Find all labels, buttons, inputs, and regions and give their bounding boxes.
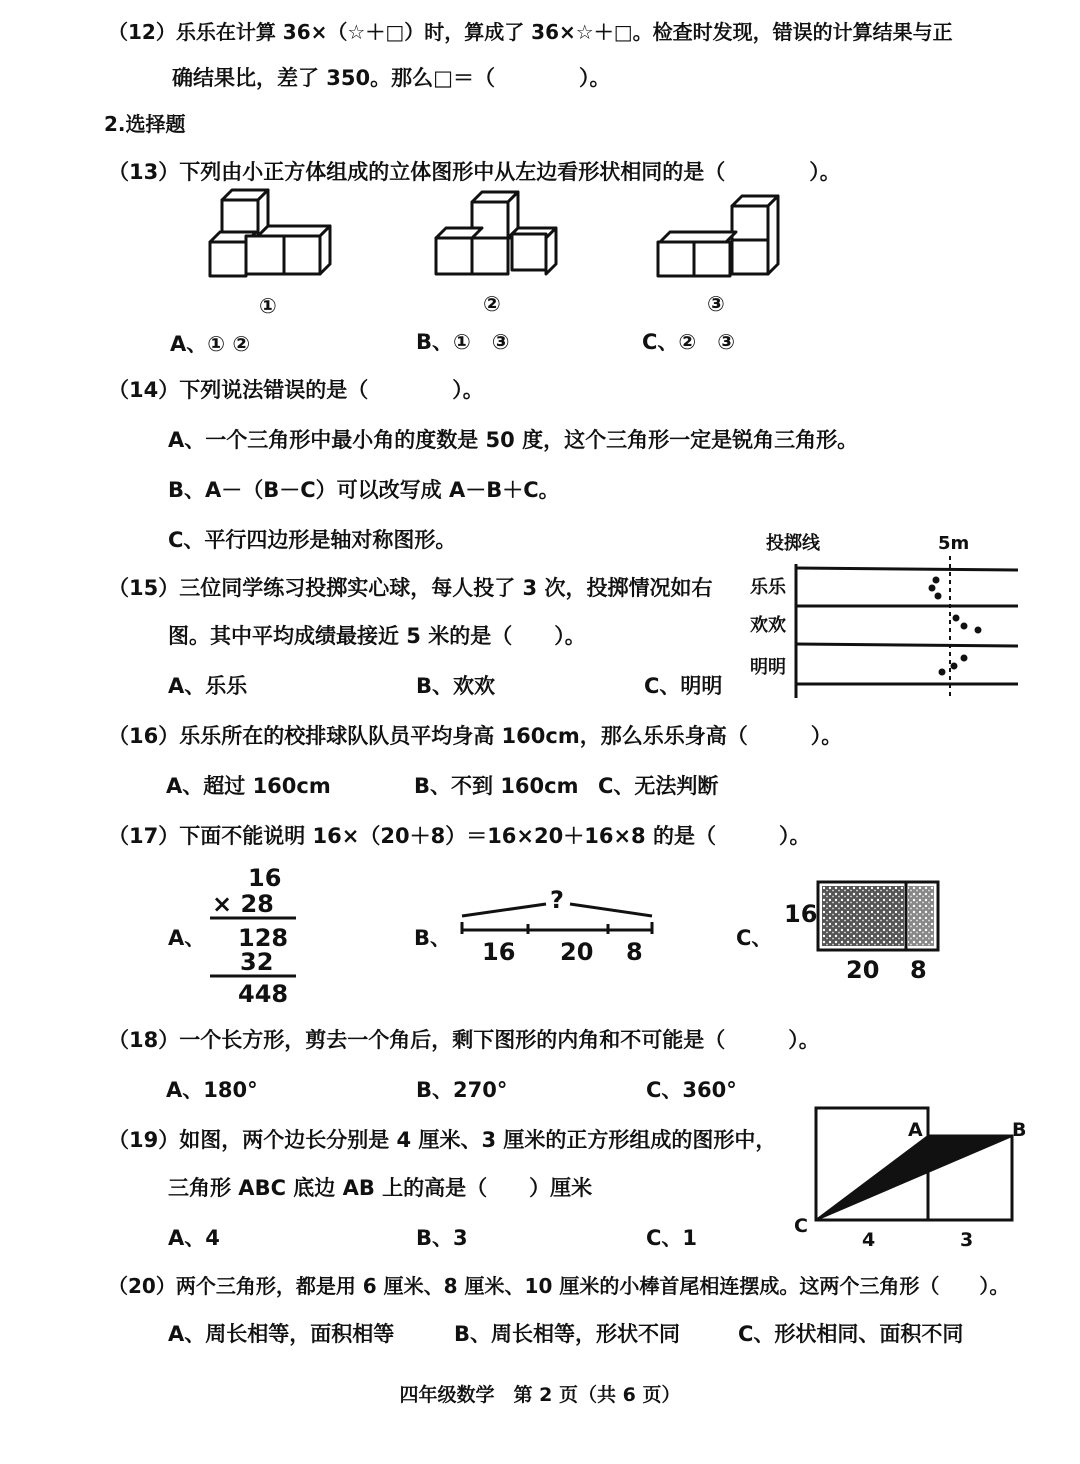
vm-partial-2: 32	[240, 948, 274, 976]
point-b-label: B	[1012, 1119, 1027, 1141]
q20-option-c[interactable]: C、形状相同、面积不同	[738, 1322, 964, 1346]
q13-option-c[interactable]: C、② ③	[642, 330, 735, 354]
side-3-label: 3	[960, 1229, 974, 1251]
vm-lines	[200, 910, 310, 990]
rect-bottom-8: 8	[910, 956, 927, 984]
area-rectangle	[816, 880, 942, 954]
q12-line1: （12）乐乐在计算 36×（☆＋□）时，算成了 36×☆＋□。检查时发现，错误的计算结果与正	[108, 20, 953, 44]
vm-partial-1: 128	[238, 924, 289, 952]
name-lele: 乐乐	[750, 577, 786, 598]
q15-stem-2: 图。其中平均成绩最接近 5 米的是（ ）。	[168, 624, 586, 648]
name-huanhuan: 欢欢	[750, 615, 786, 636]
q17-option-a[interactable]: A、	[168, 926, 206, 950]
q18-option-a[interactable]: A、180°	[166, 1078, 258, 1102]
q16-option-b[interactable]: B、不到 160cm	[414, 774, 579, 798]
q13-label-1: ①	[259, 294, 277, 318]
q18-option-b[interactable]: B、270°	[416, 1078, 508, 1102]
name-mingming: 明明	[750, 657, 786, 678]
q13-option-b[interactable]: B、① ③	[416, 330, 510, 354]
q16-option-a[interactable]: A、超过 160cm	[166, 774, 331, 798]
five-meter-label: 5m	[938, 533, 970, 554]
q13-label-2: ②	[483, 292, 501, 316]
vm-result: 448	[238, 980, 289, 1008]
q18-option-c[interactable]: C、360°	[646, 1078, 737, 1102]
q20-option-a[interactable]: A、周长相等，面积相等	[168, 1322, 395, 1346]
q15-option-a[interactable]: A、乐乐	[168, 674, 248, 698]
point-c-label: C	[794, 1215, 808, 1237]
q19-option-b[interactable]: B、3	[416, 1226, 468, 1250]
q13-stem: （13）下列由小正方体组成的立体图形中从左边看形状相同的是（ ）。	[108, 160, 841, 184]
q18-stem: （18）一个长方形，剪去一个角后，剩下图形的内角和不可能是（ ）。	[108, 1028, 820, 1052]
throw-figure	[790, 556, 1030, 700]
vm-top: 16	[248, 864, 282, 892]
rect-side-16: 16	[784, 900, 818, 928]
q15-option-c[interactable]: C、明明	[644, 674, 723, 698]
q14-stem: （14）下列说法错误的是（ ）。	[108, 378, 484, 402]
q19-option-a[interactable]: A、4	[168, 1226, 220, 1250]
q13-cube-figures	[0, 190, 1080, 320]
side-4-label: 4	[862, 1229, 876, 1251]
segment-num-20: 20	[560, 938, 594, 966]
q19-stem-2: 三角形 ABC 底边 AB 上的高是（ ）厘米	[168, 1176, 593, 1200]
segment-num-16: 16	[482, 938, 516, 966]
q16-option-c[interactable]: C、无法判断	[598, 774, 719, 798]
q16-stem: （16）乐乐所在的校排球队队员平均身高 160cm，那么乐乐身高（ ）。	[108, 724, 843, 748]
segment-question: ?	[550, 886, 564, 914]
q13-option-a[interactable]: A、① ②	[170, 332, 251, 356]
throw-line-label: 投掷线	[766, 533, 820, 554]
q15-option-b[interactable]: B、欢欢	[416, 674, 496, 698]
q12-line2: 确结果比，差了 350。那么□＝（ ）。	[172, 66, 611, 90]
rect-bottom-20: 20	[846, 956, 880, 984]
q17-option-c[interactable]: C、	[736, 926, 773, 950]
q14-option-c[interactable]: C、平行四边形是轴对称图形。	[168, 528, 457, 552]
q17-stem: （17）下面不能说明 16×（20＋8）＝16×20＋16×8 的是（ ）。	[108, 824, 811, 848]
q19-stem-1: （19）如图，两个边长分别是 4 厘米、3 厘米的正方形组成的图形中，	[108, 1128, 777, 1152]
point-a-label: A	[908, 1119, 923, 1141]
q14-option-b[interactable]: B、A－（B－C）可以改写成 A－B＋C。	[168, 478, 560, 502]
segment-num-8: 8	[626, 938, 643, 966]
cube-figure-1	[210, 190, 330, 276]
page-footer: 四年级数学 第 2 页（共 6 页）	[399, 1384, 681, 1406]
q14-option-a[interactable]: A、一个三角形中最小角的度数是 50 度，这个三角形一定是锐角三角形。	[168, 428, 859, 452]
vm-multiplier: × 28	[212, 890, 274, 918]
section-title: 2.选择题	[104, 112, 186, 136]
q17-option-b[interactable]: B、	[414, 926, 452, 950]
q20-option-b[interactable]: B、周长相等，形状不同	[454, 1322, 681, 1346]
q19-option-c[interactable]: C、1	[646, 1226, 698, 1250]
cube-figure-3	[658, 196, 778, 276]
q15-stem-1: （15）三位同学练习投掷实心球，每人投了 3 次，投掷情况如右	[108, 576, 713, 600]
q20-stem: （20）两个三角形，都是用 6 厘米、8 厘米、10 厘米的小棒首尾相连摆成。这两个三角形（ ）。	[108, 1274, 1010, 1298]
q13-label-3: ③	[707, 292, 725, 316]
cube-figure-2	[436, 192, 556, 274]
